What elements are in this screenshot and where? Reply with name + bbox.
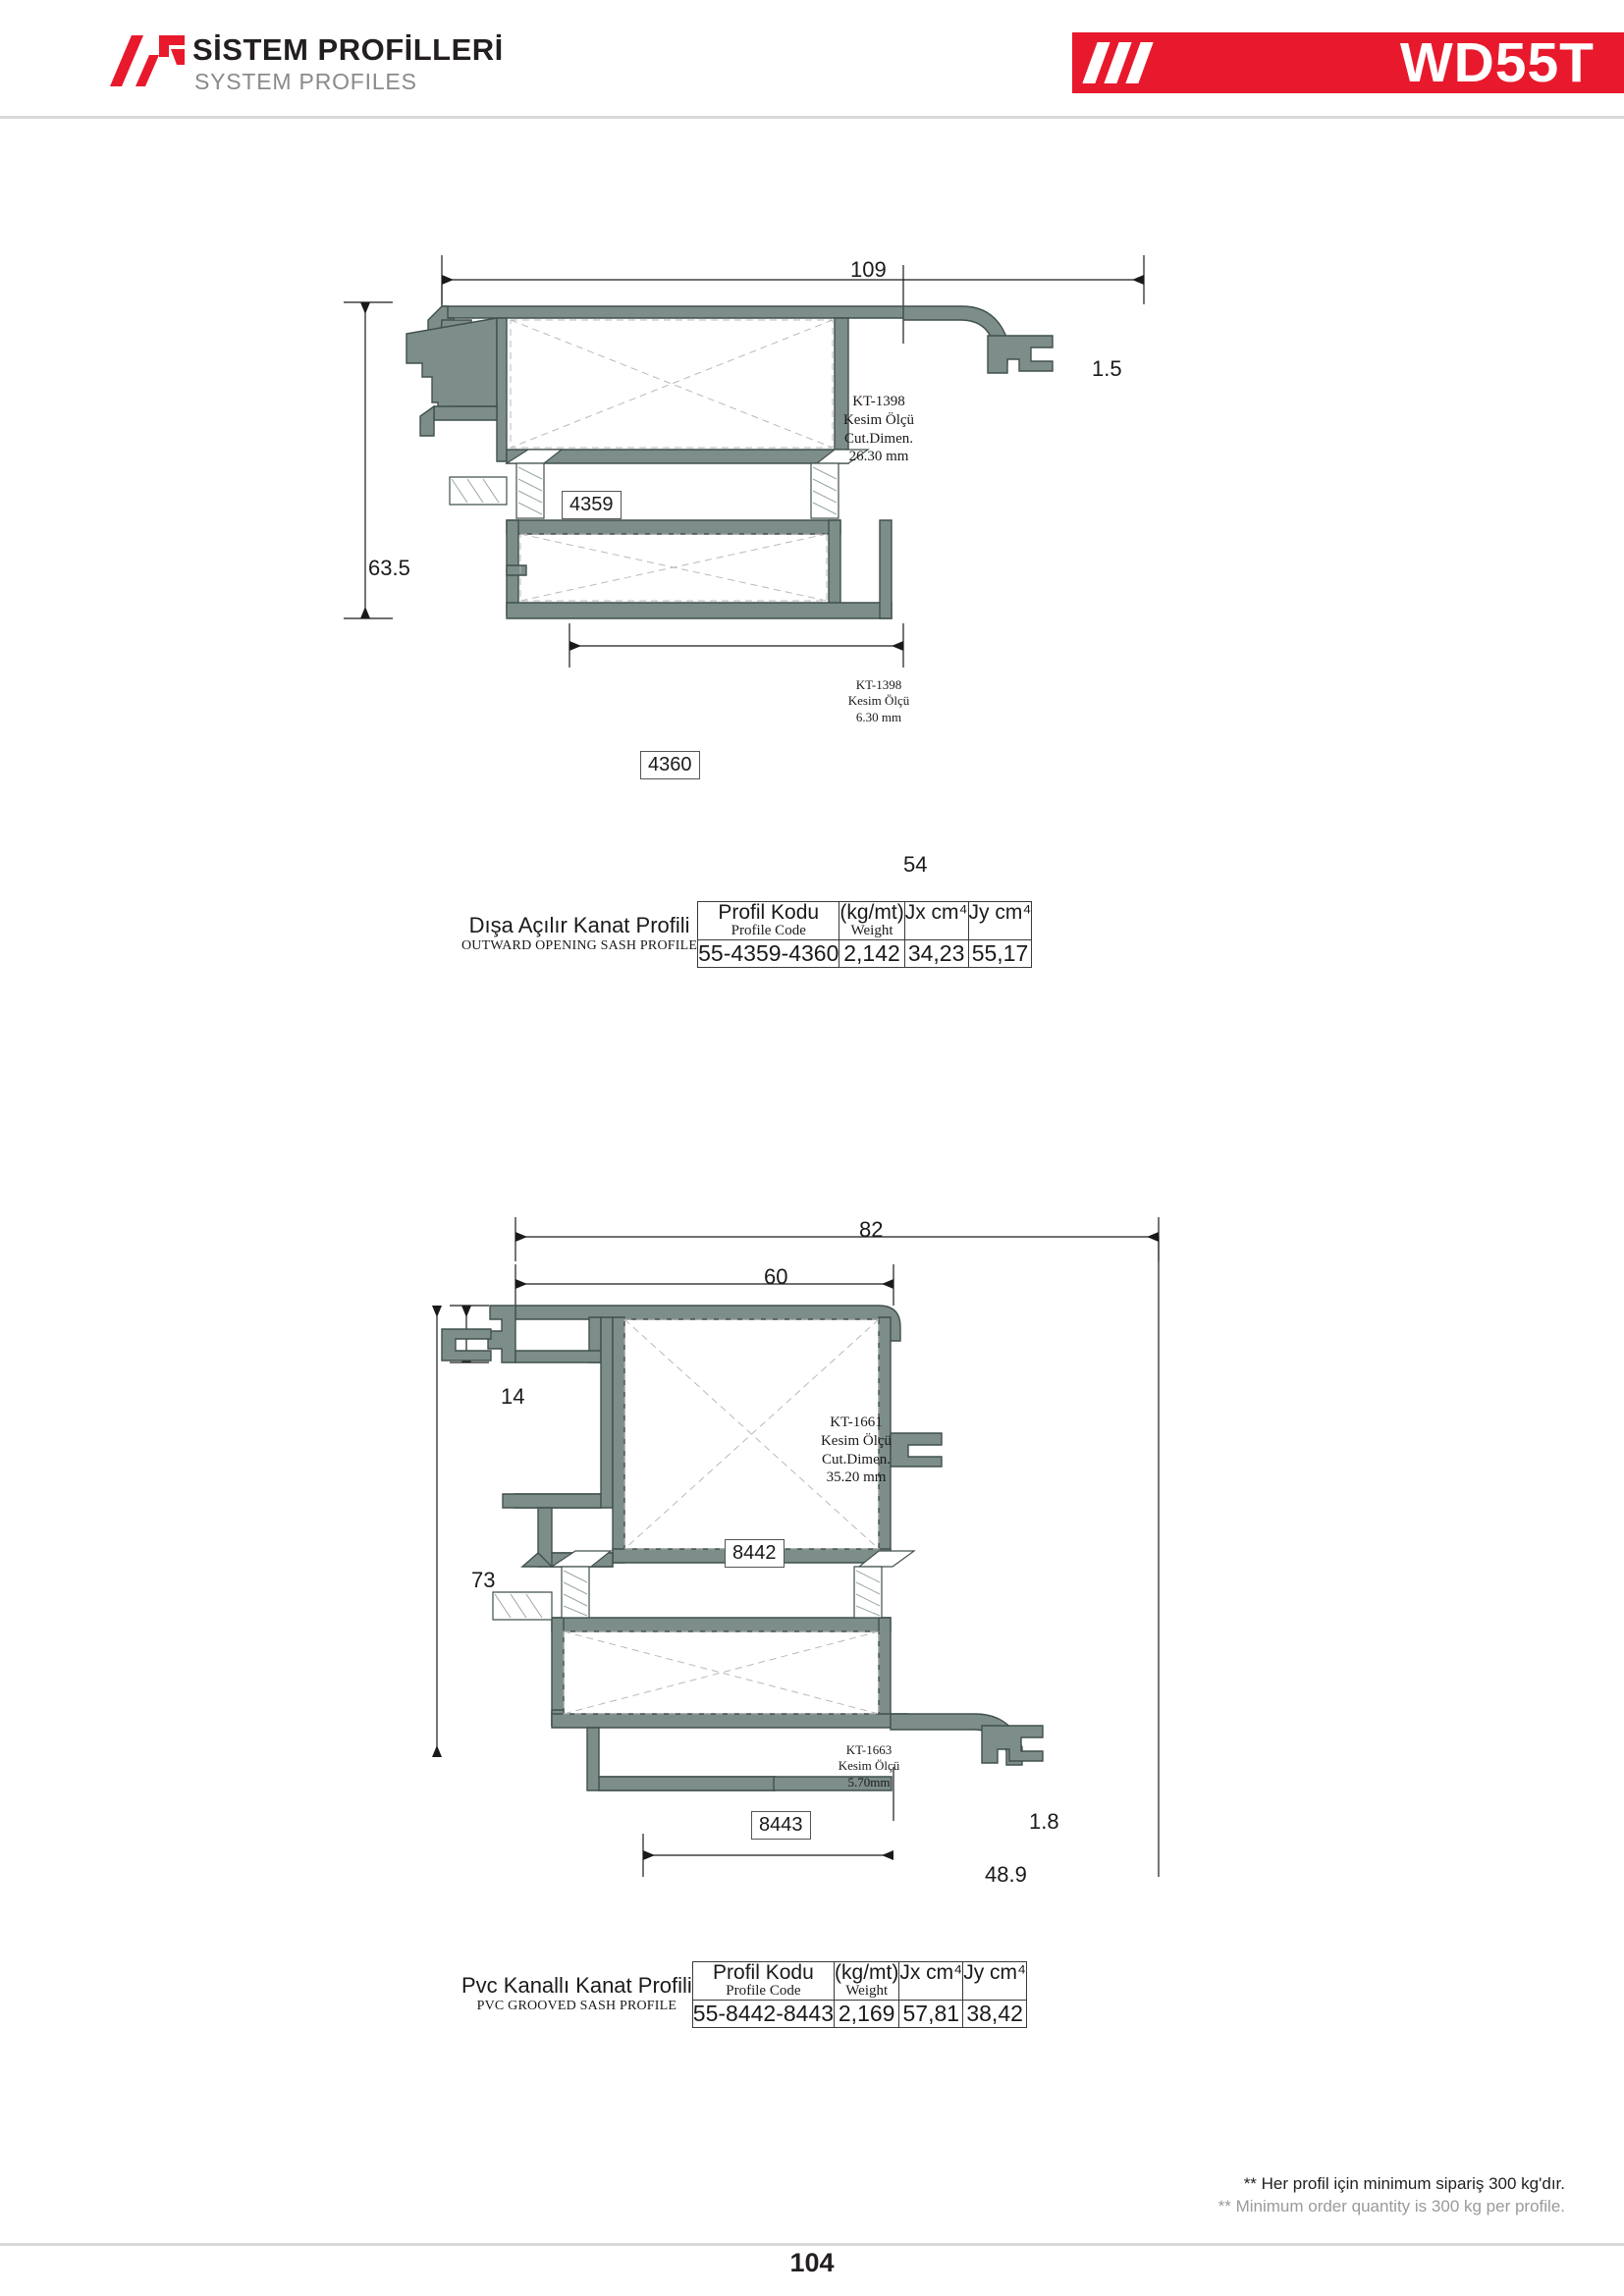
fig2-gasket-lower-tr: Kesim Ölçü (838, 1758, 900, 1774)
fig2-th-weight: (kg/mt) Weight (835, 1961, 899, 2000)
fig1-td-code: 55-4359-4360 (698, 939, 839, 966)
fig2-profile-name-tr: Pvc Kanallı Kanat Profili (461, 1973, 692, 1999)
fig1-profile-name (461, 902, 698, 968)
minimum-order-note (1218, 2174, 1565, 2216)
fig2-callout-8443: 8443 (751, 1811, 811, 1840)
fig1-gasket-lower-tr: Kesim Ölçü (847, 693, 910, 709)
fig2-callout-8442: 8442 (725, 1539, 785, 1568)
page-header (0, 0, 1624, 116)
fig1-gasket-upper-code: KT-1398 (852, 394, 905, 409)
fig1-dim-63-5: 63.5 (368, 556, 410, 580)
band-slashes-icon (1090, 42, 1178, 83)
brand-name: SİSTEM PROFİLLERİ (192, 32, 504, 67)
fig2-gasket-lower-code: KT-1663 (845, 1742, 893, 1757)
fig2-th-code: Profil Kodu Profile Code (692, 1962, 834, 2001)
fig2-td-jx: 57,81 (899, 2000, 963, 2027)
fig2-th-jy: Jy cm⁴ (963, 1962, 1027, 2001)
fig2-profile-name (461, 1962, 692, 2028)
fig2-dim-82: 82 (859, 1217, 884, 1242)
fig1-callout-4360: 4360 (640, 751, 700, 779)
fig2-spec-table (461, 1961, 1027, 2028)
fig2-profile-name-en: PVC GROOVED SASH PROFILE (476, 1998, 677, 2013)
fig2-td-code: 55-8442-8443 (692, 2000, 835, 2026)
product-code: WD55T (1399, 31, 1595, 94)
fig1-td-weight: 2,142 (839, 939, 904, 967)
fig1-th-weight: (kg/mt) Weight (839, 901, 904, 939)
fig1-gasket-upper-value: 26.30 mm (848, 449, 909, 465)
company-logo-icon (110, 35, 185, 86)
fig1-gasket-lower-label (785, 677, 972, 725)
fig1-gasket-upper-label (781, 393, 977, 466)
note-en: ** Minimum order quantity is 300 kg per profile. (1218, 2197, 1565, 2216)
fig2-dim-48-9: 48.9 (985, 1862, 1027, 1887)
fig1-spec-table (461, 901, 1032, 968)
fig1-dim-54: 54 (903, 852, 928, 877)
fig1-td-jx: 34,23 (904, 939, 968, 967)
fig2-gasket-upper-tr: Kesim Ölçü (820, 1432, 893, 1449)
fig1-profile-name-en: OUTWARD OPENING SASH PROFILE (461, 937, 698, 953)
page-number: 104 (789, 2248, 835, 2277)
fig1-profile-name-tr: Dışa Açılır Kanat Profili (468, 913, 690, 938)
fig1-th-code: Profil Kodu Profile Code (698, 902, 839, 940)
brand-subtitle: SYSTEM PROFILES (194, 69, 417, 94)
fig2-td-weight: 2,169 (835, 2000, 899, 2027)
figure-pvc-grooved-sash (432, 1207, 1218, 1924)
fig1-dim-1-5: 1.5 (1092, 356, 1122, 381)
fig1-th-jy: Jy cm⁴ (968, 902, 1032, 940)
fig2-th-jx: Jx cm⁴ (899, 1962, 963, 2001)
fig2-gasket-upper-value: 35.20 mm (826, 1469, 887, 1486)
fig1-gasket-upper-en: Cut.Dimen. (844, 430, 913, 447)
fig2-gasket-upper-code: KT-1661 (830, 1415, 883, 1430)
fig1-dim-109: 109 (850, 257, 887, 282)
fig2-td-jy: 38,42 (963, 2000, 1027, 2027)
fig1-callout-4359: 4359 (562, 491, 622, 519)
fig1-td-jy: 55,17 (968, 939, 1032, 967)
footer-divider (0, 2243, 1624, 2246)
fig1-gasket-lower-code: KT-1398 (855, 677, 902, 692)
fig2-gasket-lower-value: 5.70mm (847, 1774, 891, 1789)
fig2-dim-60: 60 (764, 1264, 788, 1289)
header-divider (0, 116, 1624, 119)
fig2-dim-14: 14 (501, 1384, 525, 1409)
figure-outward-opening-sash (324, 226, 1335, 893)
product-code-band (1072, 32, 1624, 93)
fig2-gasket-upper-label (758, 1414, 954, 1487)
fig1-th-jx: Jx cm⁴ (904, 902, 968, 940)
fig2-dim-1-8: 1.8 (1029, 1809, 1059, 1834)
note-tr: ** Her profil için minimum sipariş 300 kg'dır. (1243, 2174, 1565, 2193)
fig2-dim-73: 73 (471, 1568, 496, 1592)
fig2-gasket-lower-label (776, 1742, 962, 1790)
fig1-gasket-upper-tr: Kesim Ölçü (842, 411, 915, 428)
fig2-gasket-upper-en: Cut.Dimen. (822, 1451, 891, 1468)
fig1-gasket-lower-value: 6.30 mm (855, 709, 902, 724)
